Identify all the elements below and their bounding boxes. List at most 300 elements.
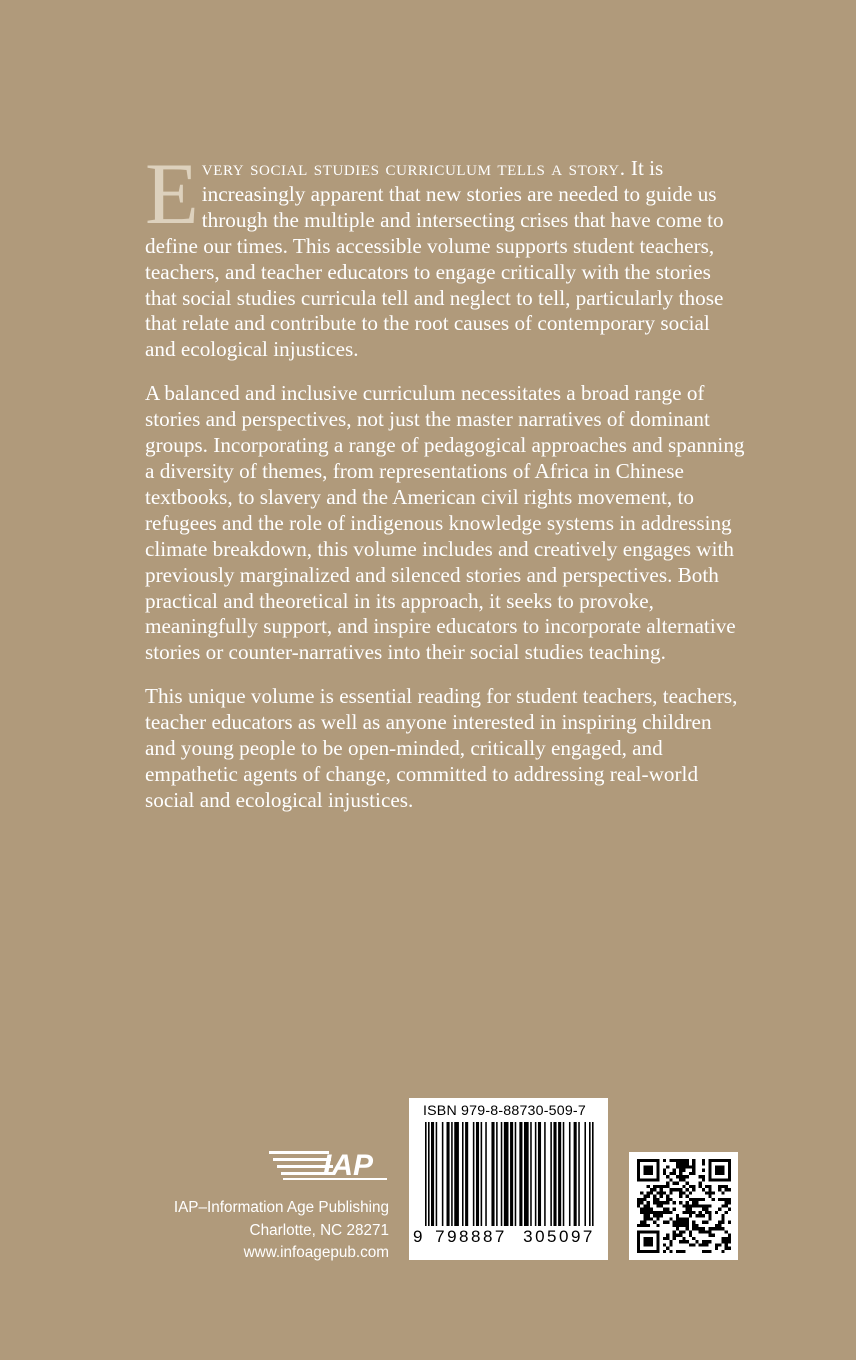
qr-module [702,1208,705,1211]
qr-module [718,1198,721,1201]
qr-module [643,1159,646,1162]
qr-module [702,1243,705,1246]
qr-module [643,1211,646,1214]
qr-module [660,1214,663,1217]
qr-module [725,1188,728,1191]
qr-module [640,1159,643,1162]
qr-module [676,1214,679,1217]
qr-module [728,1172,731,1175]
qr-module [637,1243,640,1246]
qr-module [721,1217,724,1220]
qr-module [669,1178,672,1181]
qr-module [637,1224,640,1227]
barcode-guard-bar [589,1122,591,1240]
qr-module [669,1198,672,1201]
qr-module [692,1243,695,1246]
barcode-bar [454,1122,459,1226]
qr-module [686,1175,689,1178]
qr-module [721,1169,724,1172]
qr-module [669,1250,672,1253]
qr-module [666,1195,669,1198]
qr-module [650,1230,653,1233]
qr-module [679,1175,682,1178]
qr-module [650,1172,653,1175]
qr-module [640,1191,643,1194]
qr-module [708,1195,711,1198]
qr-module [673,1234,676,1237]
qr-module [676,1227,679,1230]
barcode-bar [436,1122,438,1226]
qr-module [650,1208,653,1211]
qr-module [682,1217,685,1220]
qr-module [656,1234,659,1237]
qr-module [721,1172,724,1175]
qr-module [708,1234,711,1237]
qr-module [715,1211,718,1214]
qr-module [669,1172,672,1175]
qr-module [676,1217,679,1220]
qr-module [712,1198,715,1201]
qr-module [708,1178,711,1181]
qr-module [702,1162,705,1165]
barcode-bar [462,1122,464,1226]
iap-logo-icon [269,1147,389,1181]
ean-digits [413,1226,604,1250]
qr-module [643,1230,646,1233]
qr-module [728,1159,731,1162]
qr-module [666,1201,669,1204]
qr-module [637,1234,640,1237]
qr-module [702,1198,705,1201]
publisher-name: IAP–Information Age Publishing [173,1199,389,1216]
qr-module [728,1178,731,1181]
barcode-bar [569,1122,571,1226]
barcode-bar [535,1122,537,1226]
qr-module [715,1224,718,1227]
qr-module [725,1185,728,1188]
qr-module [650,1191,653,1194]
qr-module [708,1169,711,1172]
qr-module [721,1214,724,1217]
qr-module [666,1165,669,1168]
qr-module [699,1230,702,1233]
qr-module [656,1169,659,1172]
qr-module [650,1240,653,1243]
qr-module [728,1165,731,1168]
qr-module [699,1243,702,1246]
qr-module [640,1250,643,1253]
qr-module [656,1165,659,1168]
qr-module [647,1172,650,1175]
barcode-bar [473,1122,475,1226]
qr-module [728,1169,731,1172]
qr-module [643,1172,646,1175]
blurb-paragraph-1 [145,146,745,363]
qr-module [647,1217,650,1220]
qr-module [721,1250,724,1253]
qr-module [689,1214,692,1217]
qr-module [656,1162,659,1165]
qr-module [637,1159,640,1162]
barcode-bar [553,1122,556,1226]
qr-module [650,1159,653,1162]
qr-module [686,1240,689,1243]
qr-module [686,1182,689,1185]
qr-module [715,1243,718,1246]
qr-module [650,1165,653,1168]
qr-module [718,1185,721,1188]
qr-module [705,1208,708,1211]
qr-module [702,1169,705,1172]
qr-module [721,1221,724,1224]
qr-module [679,1224,682,1227]
qr-module [708,1227,711,1230]
qr-module [643,1214,646,1217]
qr-module [702,1214,705,1217]
qr-module [656,1191,659,1194]
qr-module [682,1185,685,1188]
qr-module [699,1211,702,1214]
qr-module [679,1240,682,1243]
qr-module [643,1169,646,1172]
qr-module [689,1243,692,1246]
qr-module [682,1191,685,1194]
qr-module [702,1204,705,1207]
qr-module [702,1240,705,1243]
qr-module [689,1191,692,1194]
qr-module [686,1162,689,1165]
qr-module [676,1188,679,1191]
qr-module [647,1211,650,1214]
qr-module [679,1221,682,1224]
qr-module [650,1237,653,1240]
qr-module [640,1198,643,1201]
qr-code-icon [629,1152,738,1260]
qr-module [686,1159,689,1162]
qr-module [725,1178,728,1181]
qr-module [715,1169,718,1172]
qr-module [679,1178,682,1181]
qr-module [643,1243,646,1246]
qr-module [656,1204,659,1207]
qr-module [643,1178,646,1181]
qr-module [647,1195,650,1198]
qr-module [708,1159,711,1162]
qr-module [728,1188,731,1191]
qr-module [666,1234,669,1237]
back-cover-blurb [145,146,745,814]
qr-module [702,1230,705,1233]
qr-module [705,1250,708,1253]
qr-module [695,1240,698,1243]
qr-module [692,1221,695,1224]
qr-module [718,1169,721,1172]
qr-module [663,1211,666,1214]
qr-module [682,1211,685,1214]
qr-module [656,1211,659,1214]
qr-module [647,1243,650,1246]
qr-module [692,1201,695,1204]
qr-module [708,1191,711,1194]
barcode-bar [515,1122,517,1226]
qr-module [692,1211,695,1214]
qr-module [721,1204,724,1207]
qr-module [656,1159,659,1162]
qr-module [695,1198,698,1201]
qr-module [692,1198,695,1201]
barcode-guard-bar [592,1122,594,1240]
qr-module [647,1240,650,1243]
qr-module [725,1230,728,1233]
qr-module [679,1234,682,1237]
qr-module [692,1165,695,1168]
qr-module [673,1201,676,1204]
qr-module [656,1243,659,1246]
qr-module [679,1188,682,1191]
qr-module [653,1198,656,1201]
qr-module [708,1240,711,1243]
qr-module [676,1250,679,1253]
blurb-paragraph-3: This unique volume is essential reading for student teachers, teachers, teacher educators as well as anyone interested in inspiring children and young people to be open-minded, critically engaged, and empathetic agents of change, committed to addressing real-world social and ecological injustices. [145,684,738,812]
qr-code-modules [637,1159,731,1253]
qr-module [650,1243,653,1246]
ean-left-group: 798887 [435,1227,507,1246]
qr-module [718,1243,721,1246]
qr-module [699,1227,702,1230]
qr-module [647,1201,650,1204]
qr-module [643,1237,646,1240]
qr-module [637,1201,640,1204]
qr-module [686,1204,689,1207]
qr-module [728,1221,731,1224]
qr-module [669,1159,672,1162]
qr-module [666,1221,669,1224]
qr-module [715,1159,718,1162]
iap-logo-text: IAP [323,1149,374,1181]
qr-module [673,1188,676,1191]
qr-module [663,1191,666,1194]
barcode-bar [504,1122,509,1226]
qr-module [708,1175,711,1178]
qr-module [705,1204,708,1207]
qr-module [653,1221,656,1224]
qr-module [660,1185,663,1188]
qr-module [660,1211,663,1214]
qr-module [728,1201,731,1204]
qr-module [705,1191,708,1194]
qr-module [692,1169,695,1172]
qr-module [647,1169,650,1172]
qr-module [663,1221,666,1224]
qr-module [653,1211,656,1214]
barcode-bar [447,1122,450,1226]
qr-module [653,1185,656,1188]
qr-module [663,1169,666,1172]
barcode-bar [481,1122,483,1226]
qr-module [640,1230,643,1233]
qr-module [660,1195,663,1198]
qr-module [637,1178,640,1181]
qr-module [689,1165,692,1168]
qr-module [637,1230,640,1233]
qr-module [637,1198,640,1201]
qr-module [656,1175,659,1178]
qr-module [647,1204,650,1207]
qr-module [647,1237,650,1240]
qr-module [728,1240,731,1243]
qr-module [702,1178,705,1181]
qr-module [686,1227,689,1230]
barcode-bar [574,1122,577,1226]
qr-module [647,1191,650,1194]
barcode-bar [558,1122,561,1226]
qr-module [708,1217,711,1220]
qr-module [725,1159,728,1162]
qr-module [679,1201,682,1204]
qr-module [653,1195,656,1198]
qr-module [637,1250,640,1253]
qr-module [650,1217,653,1220]
qr-module [725,1204,728,1207]
qr-module [656,1198,659,1201]
qr-module [653,1188,656,1191]
qr-module [708,1165,711,1168]
qr-module [640,1221,643,1224]
qr-module [640,1208,643,1211]
qr-module [663,1159,666,1162]
qr-module [637,1172,640,1175]
qr-module [718,1165,721,1168]
qr-module [718,1227,721,1230]
qr-module [640,1211,643,1214]
qr-module [715,1227,718,1230]
lead-in-small-caps: very social studies curriculum tells a story. [201,156,626,180]
qr-module [705,1221,708,1224]
qr-module [715,1247,718,1250]
qr-module [679,1169,682,1172]
barcode-bar [544,1122,546,1226]
qr-module [653,1214,656,1217]
qr-module [705,1243,708,1246]
qr-module [721,1165,724,1168]
barcode-guard-bar [425,1122,427,1240]
qr-module [673,1224,676,1227]
qr-module [673,1230,676,1233]
qr-module [686,1211,689,1214]
qr-module [682,1165,685,1168]
qr-module [695,1214,698,1217]
qr-module [682,1169,685,1172]
barcode-bar [491,1122,494,1226]
barcode-bar [476,1122,479,1226]
qr-module [686,1208,689,1211]
qr-module [637,1237,640,1240]
qr-module [647,1159,650,1162]
qr-module [689,1208,692,1211]
qr-module [673,1159,676,1162]
qr-module [705,1240,708,1243]
qr-module [708,1230,711,1233]
qr-module [643,1250,646,1253]
qr-module [689,1185,692,1188]
qr-module [647,1208,650,1211]
qr-module [699,1198,702,1201]
qr-module [702,1175,705,1178]
qr-module [656,1230,659,1233]
qr-module [702,1188,705,1191]
qr-module [647,1185,650,1188]
qr-module [728,1162,731,1165]
qr-module [679,1165,682,1168]
qr-module [679,1230,682,1233]
qr-module [682,1230,685,1233]
qr-module [689,1172,692,1175]
qr-module [686,1221,689,1224]
barcode-bar [501,1122,503,1226]
qr-module [637,1240,640,1243]
qr-module [679,1162,682,1165]
qr-module [656,1185,659,1188]
qr-module [663,1172,666,1175]
qr-module [692,1172,695,1175]
qr-module [643,1165,646,1168]
qr-module [653,1201,656,1204]
qr-module [679,1250,682,1253]
qr-module [666,1175,669,1178]
barcode-bar [550,1122,552,1226]
barcode-bar [563,1122,565,1226]
qr-module [643,1204,646,1207]
qr-module [660,1201,663,1204]
qr-module [643,1198,646,1201]
qr-module [702,1159,705,1162]
qr-module [721,1240,724,1243]
qr-module [708,1211,711,1214]
qr-module [663,1201,666,1204]
qr-module [656,1240,659,1243]
qr-module [725,1211,728,1214]
qr-module [692,1162,695,1165]
qr-module [653,1178,656,1181]
barcode-bar [519,1122,522,1226]
qr-module [656,1224,659,1227]
qr-module [686,1224,689,1227]
qr-module [647,1214,650,1217]
qr-module [686,1195,689,1198]
qr-module [692,1227,695,1230]
qr-module [666,1211,669,1214]
qr-module [725,1243,728,1246]
qr-module [708,1162,711,1165]
qr-module [692,1224,695,1227]
qr-module [656,1201,659,1204]
qr-module [647,1224,650,1227]
publisher-website: www.infoagepub.com [243,1244,389,1261]
qr-module [653,1250,656,1253]
qr-module [715,1172,718,1175]
qr-module [653,1230,656,1233]
qr-module [647,1250,650,1253]
qr-module [656,1237,659,1240]
qr-module [643,1240,646,1243]
qr-module [682,1240,685,1243]
qr-module [666,1208,669,1211]
barcode-bar [538,1122,541,1226]
qr-module [676,1175,679,1178]
qr-module [699,1214,702,1217]
qr-module [673,1169,676,1172]
qr-module [699,1175,702,1178]
